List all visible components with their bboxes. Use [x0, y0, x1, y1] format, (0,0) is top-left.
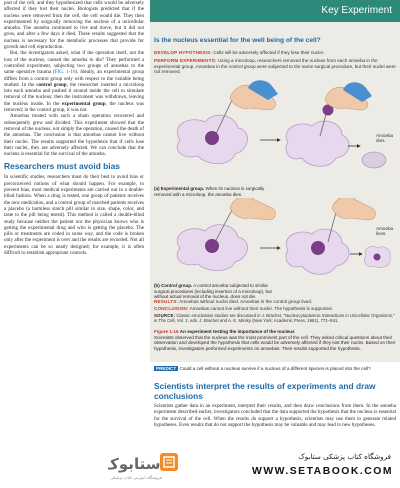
amoeba-lives-label: Amoeba lives. — [376, 226, 394, 236]
footer-url[interactable]: WWW.SETABOOK.COM — [252, 466, 393, 477]
figure-a-text: When its nucleus is surgically removed with a microloop, the amoeba dies. — [154, 186, 265, 197]
paragraph-sham-operation: Amoebas treated with such a sham operation recovered and subsequently grew and divided. This experiment showed that the removal of the nucleus, not simply the operation, caused the death of the amoebas. The conclusion is that amoebas cannot live without their nuclei. The results supported the hypothesis that if cells lose their nuclei, they are adversely affected. We can conclude that the nucleus is essential for the survival of the amoeba. — [4, 113, 144, 158]
hand-icon — [230, 198, 275, 220]
key-experiment-panel — [150, 0, 400, 483]
conclusion-text: Amoebas cannot live without their nuclei. The hypothesis is supported. — [189, 306, 333, 311]
banner-title: Key Experiment — [321, 5, 392, 16]
conclusion-line — [154, 306, 396, 312]
hypothesis-label: DEVELOP HYPOTHESIS: — [154, 50, 213, 55]
experiments-line — [154, 58, 396, 75]
amoeba-dies-label: Amoeba dies. — [376, 133, 394, 143]
hand-icon — [332, 198, 375, 220]
nucleus-icon — [205, 131, 219, 145]
source-line — [154, 313, 396, 323]
paragraph-bias: In scientific studies, researchers must do their best to avoid bias or preconceived notions of what should happen. For example, to prevent bias, most medical experiments are carried out in a double-blind fashion. When a drug is tested, one group of patients receives the new medication, and a control group of matched patients receives a placebo (a harmless starch pill similar in size, shape, color, and taste to the pill being tested). This method is called a double-blind study because neither the patient nor the physician knows who is getting the experimental drug and who is getting the placebo. The pills or treatments are coded in some way, and the code is broken only after the experiment is over and the results are recorded. Not all experiments can be so neatly designed; for example, it is often difficult to establish appropriate controls. — [4, 174, 144, 256]
logo-icon — [108, 449, 180, 483]
results-text: Amoebas without nuclei died. Amoebas in the control group lived. — [179, 299, 313, 304]
section-heading-bias: Researchers must avoid bias — [4, 161, 120, 172]
figure-b-title: (b) Control group. — [154, 283, 193, 288]
term-experimental-group: experimental group — [62, 100, 106, 107]
figure-reference-link[interactable]: FIG. 1-16 — [54, 69, 76, 76]
experiments-text: Using a microloop, researchers removed the nucleus from each amoeba in the experimental group. Amoebas in the control group were subjected to the same surgical procedure, but their nuclei were not removed. — [154, 58, 396, 75]
figure-a-caption — [154, 186, 279, 197]
source-text: Classic enucleation studies are discussed in J. Brachet, "Nucleocytoplasmic Interactions in Unicellular Organisms," in The Cell, Vol. 2, eds. J. Brachet and A. E. Mirsky (New York: Academic Press, 1961), 771–841. — [154, 313, 395, 323]
figure-b-caption — [154, 283, 279, 300]
experimental-group-illustration — [160, 80, 392, 185]
left-text-column — [0, 0, 148, 483]
logo-subtitle: فروشگاه اینترنتی کتاب پزشکی — [110, 475, 162, 480]
hypothesis-line — [154, 50, 396, 56]
hypothesis-text: Cells will be adversely affected if they lose their nuclei. — [213, 50, 325, 55]
figure-title: An experiment testing the importance of the nucleus — [179, 329, 295, 334]
text-span: , the nucleus was removed; in the control group, it was not. — [4, 100, 144, 114]
figure-b-text: A control amoeba subjected to similar surgical procedures (including insertion of a microloop), but without actual removal of the nucleus, does not die. — [154, 283, 272, 299]
figure-caption: Scientists observed that the nucleus was the most prominent part of the cell. They asked critical questions about their observation and developed the hypothesis that cells would be adversely affected if they lost their nuclei. Based on their hypothesis, investigators performed experiments on amoebas. Their results supported the hypothesis. — [154, 334, 396, 351]
term-control-group: control group — [36, 81, 67, 88]
figure-a-title: (a) Experimental group. — [154, 186, 205, 191]
predict-block — [154, 366, 396, 372]
paragraph-nucleus-intro: part of the cell, and they hypothesized that cells would be adversely affected if they lost their nuclei. Biologists predicted that if the nucleus were removed from the cell, the cell would die. They then experimented by surgically removing the nucleus of a unicellular amoeba. The amoeba continued to live and move, but it did not grow, and after a few days it died. These results suggested that the nucleus is necessary for the metabolic processes that provide for growth and cell reproduction. — [4, 0, 144, 51]
setabook-logo — [108, 449, 180, 483]
nucleus-icon — [205, 239, 219, 253]
nucleus-icon — [311, 241, 325, 255]
figure-label: Figure 1-16 — [154, 329, 179, 334]
control-group-illustration — [160, 198, 392, 284]
source-label: SOURCE: — [154, 313, 176, 318]
experiment-question: Is the nucleus essential for the well being of the cell? — [154, 37, 321, 44]
key-experiment-banner — [150, 0, 400, 22]
predict-badge: PREDICT — [156, 366, 177, 371]
section-heading-interpret: Scientists interpret the results of experiments and draw conclusions — [154, 381, 376, 401]
conclusion-label: CONCLUSION: — [154, 306, 189, 311]
dead-amoeba-icon — [362, 152, 386, 168]
text-span: But, the investigators asked, what if the operation itself, not the loss of the nucleus, caused the amoeba to die? They performed a controlled experiment, subjecting two groups of amoebas to the same operative trauma ( — [4, 50, 144, 76]
footer-persian-text: فروشگاه کتاب پزشکی ستابوک — [298, 452, 391, 461]
paragraph-controlled-experiment — [4, 50, 144, 113]
results-line — [154, 299, 396, 305]
results-label: RESULTS: — [154, 299, 179, 304]
experiments-label: PERFORM EXPERIMENTS: — [154, 58, 217, 63]
predict-text: Could a cell without a nucleus survive if a nucleus of a different species is placed into the cell? — [179, 366, 371, 371]
logo-wordmark: ستابوک — [108, 455, 161, 473]
figure-caption-block — [154, 329, 396, 351]
text-span: ). Ideally, an experimental group differs from a control group only with respect to the variable being studied. In the — [4, 69, 144, 88]
paragraph-interpret: Scientists gather data in an experiment, interpret their results, and then draw conclusions from them. In the amoeba experiment described earlier, investigators concluded that the data supported the hypothesis that the nucleus is essential for the survival of the cell. When the results do support a hypothesis, scientists may use them to generate related hypotheses. Even results that do not support the hypothesis may be valuable and may lead to new hypotheses. — [154, 403, 396, 428]
text-span: , the researcher inserted a microloop into each amoeba and pushed it around inside the cell to simulate removal of the nucleus; then the instrument was withdrawn, leaving the nucleus inside. In the — [4, 81, 144, 107]
